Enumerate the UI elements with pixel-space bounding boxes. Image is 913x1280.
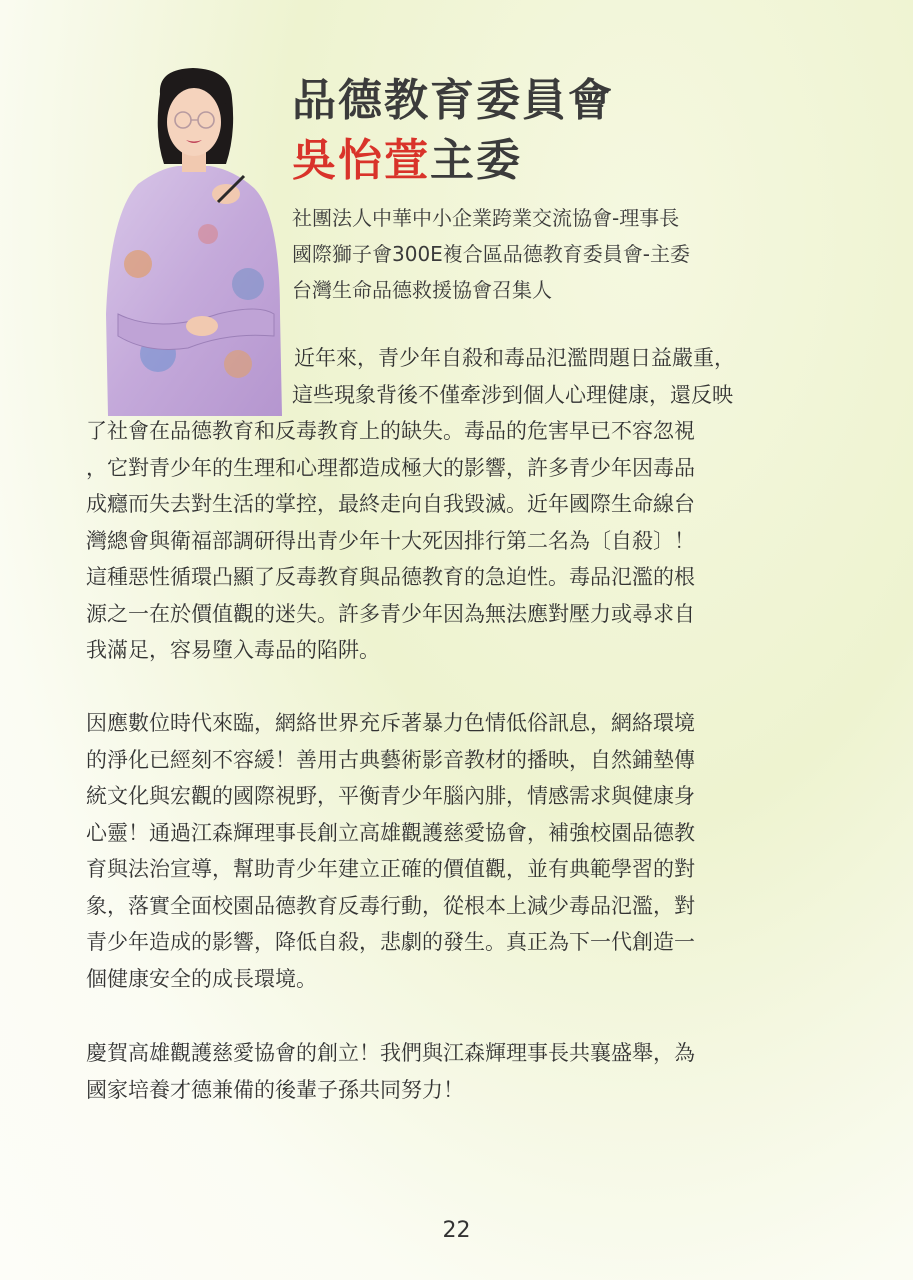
text-line: 青少年造成的影響，降低自殺，悲劇的發生。真正為下一代創造一 bbox=[86, 930, 695, 954]
affiliation-item: 國際獅子會300E複合區品德教育委員會-主委 bbox=[292, 242, 691, 266]
text-line: 國家培養才德兼備的後輩子孫共同努力！ bbox=[86, 1077, 464, 1102]
text-line: 我滿足，容易墮入毒品的陷阱。 bbox=[86, 638, 380, 662]
paragraph-2 bbox=[86, 705, 846, 997]
person-title bbox=[292, 124, 522, 188]
text-line: 近年來，青少年自殺和毒品氾濫問題日益嚴重， bbox=[294, 346, 735, 370]
text-line: 了社會在品德教育和反毒教育上的缺失。毒品的危害早已不容忽視 bbox=[86, 419, 695, 443]
text-line: 成癮而失去對生活的掌控，最終走向自我毀滅。近年國際生命線台 bbox=[86, 492, 695, 516]
text-line: 慶賀高雄觀護慈愛協會的創立！我們與江森輝理事長共襄盛舉，為 bbox=[86, 1041, 695, 1065]
text-line: ，它對青少年的生理和心理都造成極大的影響，許多青少年因毒品 bbox=[86, 455, 695, 480]
text-line: 因應數位時代來臨，網絡世界充斥著暴力色情低俗訊息，網絡環境 bbox=[86, 711, 695, 735]
affiliation-item: 台灣生命品德救援協會召集人 bbox=[292, 278, 552, 302]
portrait-photo bbox=[98, 64, 288, 416]
page-number: 22 bbox=[442, 1218, 471, 1243]
text-line: 的淨化已經刻不容緩！善用古典藝術影音教材的播映，自然鋪墊傳 bbox=[86, 747, 695, 772]
lead-text bbox=[292, 340, 852, 413]
text-line: 灣總會與衛福部調研得出青少年十大死因排行第二名為〔自殺〕！ bbox=[86, 528, 695, 553]
text-line: 心靈！通過江森輝理事長創立高雄觀護慈愛協會，補強校園品德教 bbox=[86, 820, 695, 845]
paragraph-3 bbox=[86, 1035, 846, 1108]
person-name: 吳怡萱 bbox=[292, 135, 430, 186]
affiliation-item: 社團法人中華中小企業跨業交流協會-理事長 bbox=[292, 206, 680, 230]
text-line: 源之一在於價值觀的迷失。許多青少年因為無法應對壓力或尋求自 bbox=[86, 601, 695, 626]
affiliation-list bbox=[292, 200, 690, 308]
committee-title: 品德教育委員會 bbox=[292, 75, 614, 126]
text-line: 統文化與宏觀的國際視野，平衡青少年腦內腓，情感需求與健康身 bbox=[86, 784, 695, 808]
text-line: 這些現象背後不僅牽涉到個人心理健康，還反映 bbox=[292, 382, 733, 407]
text-line: 象，落實全面校園品德教育反毒行動，從根本上減少毒品氾濫，對 bbox=[86, 893, 695, 918]
text-line: 個健康安全的成長環境。 bbox=[86, 966, 317, 991]
paragraph-1 bbox=[86, 413, 846, 669]
text-line: 這種惡性循環凸顯了反毒教育與品德教育的急迫性。毒品氾濫的根 bbox=[86, 565, 695, 589]
person-role: 主委 bbox=[430, 135, 522, 186]
text-line: 育與法治宣導，幫助青少年建立正確的價值觀，並有典範學習的對 bbox=[86, 857, 695, 881]
